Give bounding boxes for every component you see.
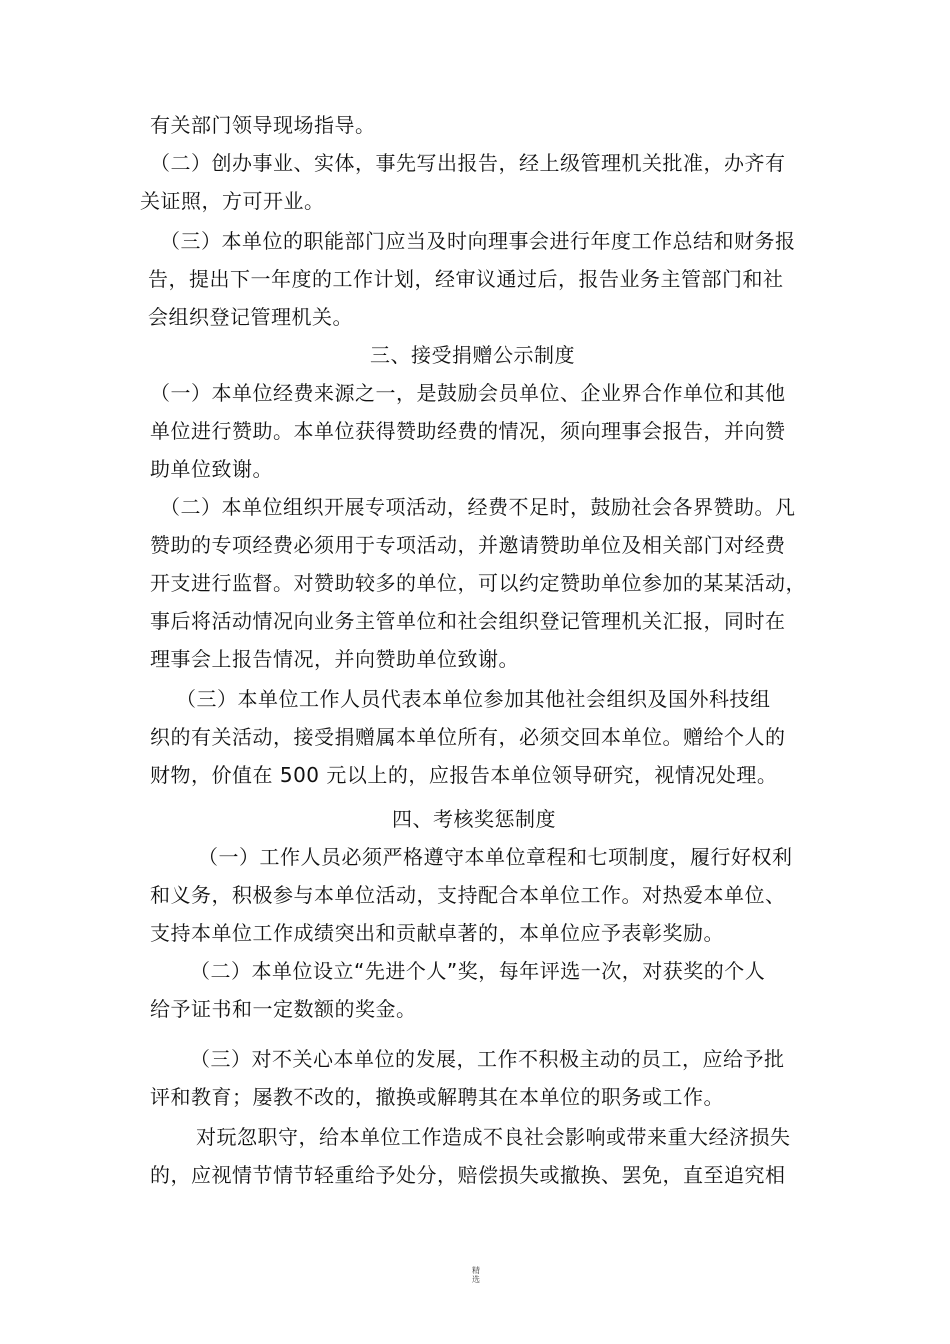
section-heading: 四、考核奖惩制度	[392, 807, 556, 831]
text-line: 有关部门领导现场指导。	[150, 113, 376, 137]
text-line: 告，提出下一年度的工作计划，经审议通过后，报告业务主管部门和社	[148, 267, 784, 291]
text-line: 支持本单位工作成绩突出和贡献卓著的，本单位应予表彰奖励。	[150, 921, 724, 945]
text-line: 事后将活动情况向业务主管单位和社会组织登记管理机关汇报，同时在	[150, 609, 786, 633]
text-line: 评和教育；屡教不改的，撤换或解聘其在本单位的职务或工作。	[150, 1085, 724, 1109]
text-line: （二）本单位设立“先进个人”奖，每年评选一次，对获奖的个人	[190, 959, 766, 983]
text-line: （二）本单位组织开展专项活动，经费不足时，鼓励社会各界赞助。凡	[160, 495, 796, 519]
text-line: 助单位致谢。	[150, 457, 273, 481]
text-line: 财物，价值在 500 元以上的，应报告本单位领导研究，视情况处理。	[150, 763, 778, 787]
text-line: 的，应视情节情节轻重给予处分，赔偿损失或撤换、罢免，直至追究相	[150, 1163, 786, 1187]
text-line: （三）对不关心本单位的发展，工作不积极主动的员工，应给予批	[190, 1047, 785, 1071]
text-line: 开支进行监督。对赞助较多的单位，可以约定赞助单位参加的某某活动，	[150, 571, 806, 595]
text-line: 给予证书和一定数额的奖金。	[150, 997, 417, 1021]
text-line: 对玩忽职守，给本单位工作造成不良社会影响或带来重大经济损失	[196, 1125, 791, 1149]
section-heading: 三、接受捐赠公示制度	[370, 343, 575, 367]
footer-char: 精	[472, 1266, 480, 1275]
text-line: 理事会上报告情况，并向赞助单位致谢。	[150, 647, 519, 671]
text-line: （一）工作人员必须严格遵守本单位章程和七项制度，履行好权利	[198, 845, 793, 869]
text-line: 赞助的专项经费必须用于专项活动，并邀请赞助单位及相关部门对经费	[150, 533, 786, 557]
text-line: （三）本单位工作人员代表本单位参加其他社会组织及国外科技组	[176, 687, 771, 711]
text-line: 和义务，积极参与本单位活动，支持配合本单位工作。对热爱本单位、	[150, 883, 786, 907]
text-line: 关证照，方可开业。	[140, 189, 325, 213]
text-line: （三）本单位的职能部门应当及时向理事会进行年度工作总结和财务报	[160, 229, 796, 253]
text-line: 织的有关活动，接受捐赠属本单位所有，必须交回本单位。赠给个人的	[150, 725, 786, 749]
text-line: 单位进行赞助。本单位获得赞助经费的情况，须向理事会报告，并向赞	[150, 419, 786, 443]
page-footer	[468, 1266, 484, 1284]
text-line: 会组织登记管理机关。	[148, 305, 353, 329]
text-line: （一）本单位经费来源之一，是鼓励会员单位、企业界合作单位和其他	[150, 381, 786, 405]
text-line: （二）创办事业、实体，事先写出报告，经上级管理机关批准，办齐有	[150, 151, 786, 175]
footer-char: 选	[472, 1275, 480, 1284]
